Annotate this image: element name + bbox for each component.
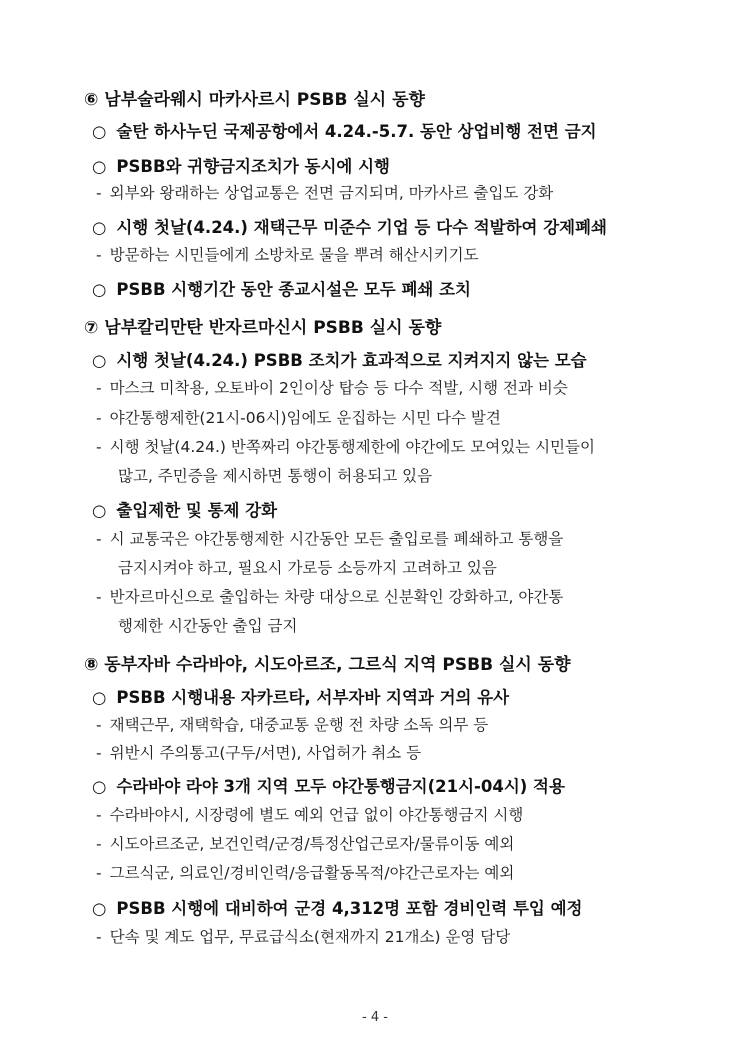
sub-item [96, 248, 479, 264]
bullet-text: PSBB 시행내용 자카르타, 서부자바 지역과 거의 유사 [116, 688, 510, 707]
sub-item [96, 930, 510, 946]
dash-marker: - [96, 438, 102, 456]
sub-item [96, 440, 595, 456]
circle-bullet-icon: ○ [92, 688, 107, 707]
circle-bullet-icon: ○ [92, 777, 107, 796]
dash-marker: - [96, 530, 102, 548]
bullet-text: PSBB와 귀향금지조치가 동시에 시행 [116, 157, 390, 176]
sub-item [96, 532, 563, 548]
bullet-text: PSBB 시행에 대비하여 군경 4,312명 포함 경비인력 투입 예정 [116, 899, 583, 918]
sub-text: 야간통행제한(21시-06시)임에도 운집하는 시민 다수 발견 [109, 409, 501, 427]
sub-item [96, 837, 514, 853]
dash-marker: - [96, 864, 102, 882]
sub-text: 위반시 주의통고(구두/서면), 사업허가 취소 등 [109, 744, 422, 762]
bullet-item [92, 901, 582, 918]
circle-bullet-icon: ○ [92, 351, 107, 370]
dash-marker: - [96, 835, 102, 853]
circle-bullet-icon: ○ [92, 899, 107, 918]
sub-item [96, 381, 568, 397]
bullet-item [92, 690, 509, 707]
circle-bullet-icon: ○ [92, 122, 107, 141]
sub-text-continuation: 많고, 주민증을 제시하면 통행이 허용되고 있음 [118, 467, 433, 485]
dash-marker: - [96, 716, 102, 734]
circle-bullet-icon: ○ [92, 218, 107, 237]
sub-text: 단속 및 계도 업무, 무료급식소(현재까지 21개소) 운영 담당 [109, 928, 511, 946]
page-number: - 4 - [362, 1010, 388, 1025]
dash-marker: - [96, 928, 102, 946]
bullet-item [92, 124, 597, 141]
sub-text: 외부와 왕래하는 상업교통은 전면 금지되며, 마카사르 출입도 강화 [109, 184, 554, 202]
bullet-text: 시행 첫날(4.24.) PSBB 조치가 효과적으로 지켜지지 않는 모습 [116, 351, 587, 370]
bullet-item [92, 503, 277, 520]
sub-text: 시 교통국은 야간통행제한 시간동안 모든 출입로를 폐쇄하고 통행을 [109, 530, 564, 548]
sub-text: 반자르마신으로 출입하는 차량 대상으로 신분확인 강화하고, 야간통 [109, 588, 564, 606]
dash-marker: - [96, 588, 102, 606]
sub-text: 마스크 미착용, 오토바이 2인이상 탑승 등 다수 적발, 시행 전과 비슷 [109, 379, 568, 397]
sub-text: 그르식군, 의료인/경비인력/응급활동목적/야간근로자는 예외 [109, 864, 515, 882]
bullet-item [92, 282, 471, 299]
sub-item [96, 808, 523, 824]
sub-item [96, 186, 553, 202]
dash-marker: - [96, 184, 102, 202]
sub-item [96, 590, 563, 606]
sub-item [96, 866, 514, 882]
bullet-item [92, 353, 587, 370]
bullet-text: 술탄 하사누딘 국제공항에서 4.24.-5.7. 동안 상업비행 전면 금지 [116, 122, 597, 141]
sub-text: 방문하는 시민들에게 소방차로 물을 뿌려 해산시키기도 [109, 246, 479, 264]
bullet-item [92, 779, 565, 796]
sub-text-continuation: 행제한 시간동안 출입 금지 [118, 617, 298, 635]
bullet-text: PSBB 시행기간 동안 종교시설은 모두 폐쇄 조치 [116, 280, 471, 299]
circle-bullet-icon: ○ [92, 280, 107, 299]
dash-marker: - [96, 379, 102, 397]
circle-bullet-icon: ○ [92, 157, 107, 176]
bullet-text: 출입제한 및 통제 강화 [116, 501, 278, 520]
bullet-text: 수라바야 라야 3개 지역 모두 야간통행금지(21시-04시) 적용 [116, 777, 565, 796]
bullet-item [92, 220, 607, 237]
sub-text: 재택근무, 재택학습, 대중교통 운행 전 차량 소독 의무 등 [109, 716, 489, 734]
sub-item [96, 746, 421, 762]
dash-marker: - [96, 744, 102, 762]
bullet-text: 시행 첫날(4.24.) 재택근무 미준수 기업 등 다수 적발하여 강제폐쇄 [116, 218, 607, 237]
sub-text: 시도아르조군, 보건인력/군경/특정산업근로자/물류이동 예외 [109, 835, 515, 853]
section-heading-7: ⑦ 남부칼리만탄 반자르마신시 PSBB 실시 동향 [84, 318, 442, 338]
sub-item [96, 411, 501, 427]
dash-marker: - [96, 246, 102, 264]
sub-text-continuation: 금지시켜야 하고, 필요시 가로등 소등까지 고려하고 있음 [118, 559, 497, 577]
dash-marker: - [96, 806, 102, 824]
sub-text: 시행 첫날(4.24.) 반쪽짜리 야간통행제한에 야간에도 모여있는 시민들이 [109, 438, 595, 456]
section-heading-8: ⑧ 동부자바 수라바야, 시도아르조, 그르식 지역 PSBB 실시 동향 [84, 655, 571, 675]
dash-marker: - [96, 409, 102, 427]
section-heading-6: ⑥ 남부술라웨시 마카사르시 PSBB 실시 동향 [84, 90, 425, 110]
sub-text: 수라바야시, 시장령에 별도 예외 언급 없이 야간통행금지 시행 [109, 806, 524, 824]
sub-item [96, 718, 488, 734]
circle-bullet-icon: ○ [92, 501, 107, 520]
bullet-item [92, 159, 390, 176]
